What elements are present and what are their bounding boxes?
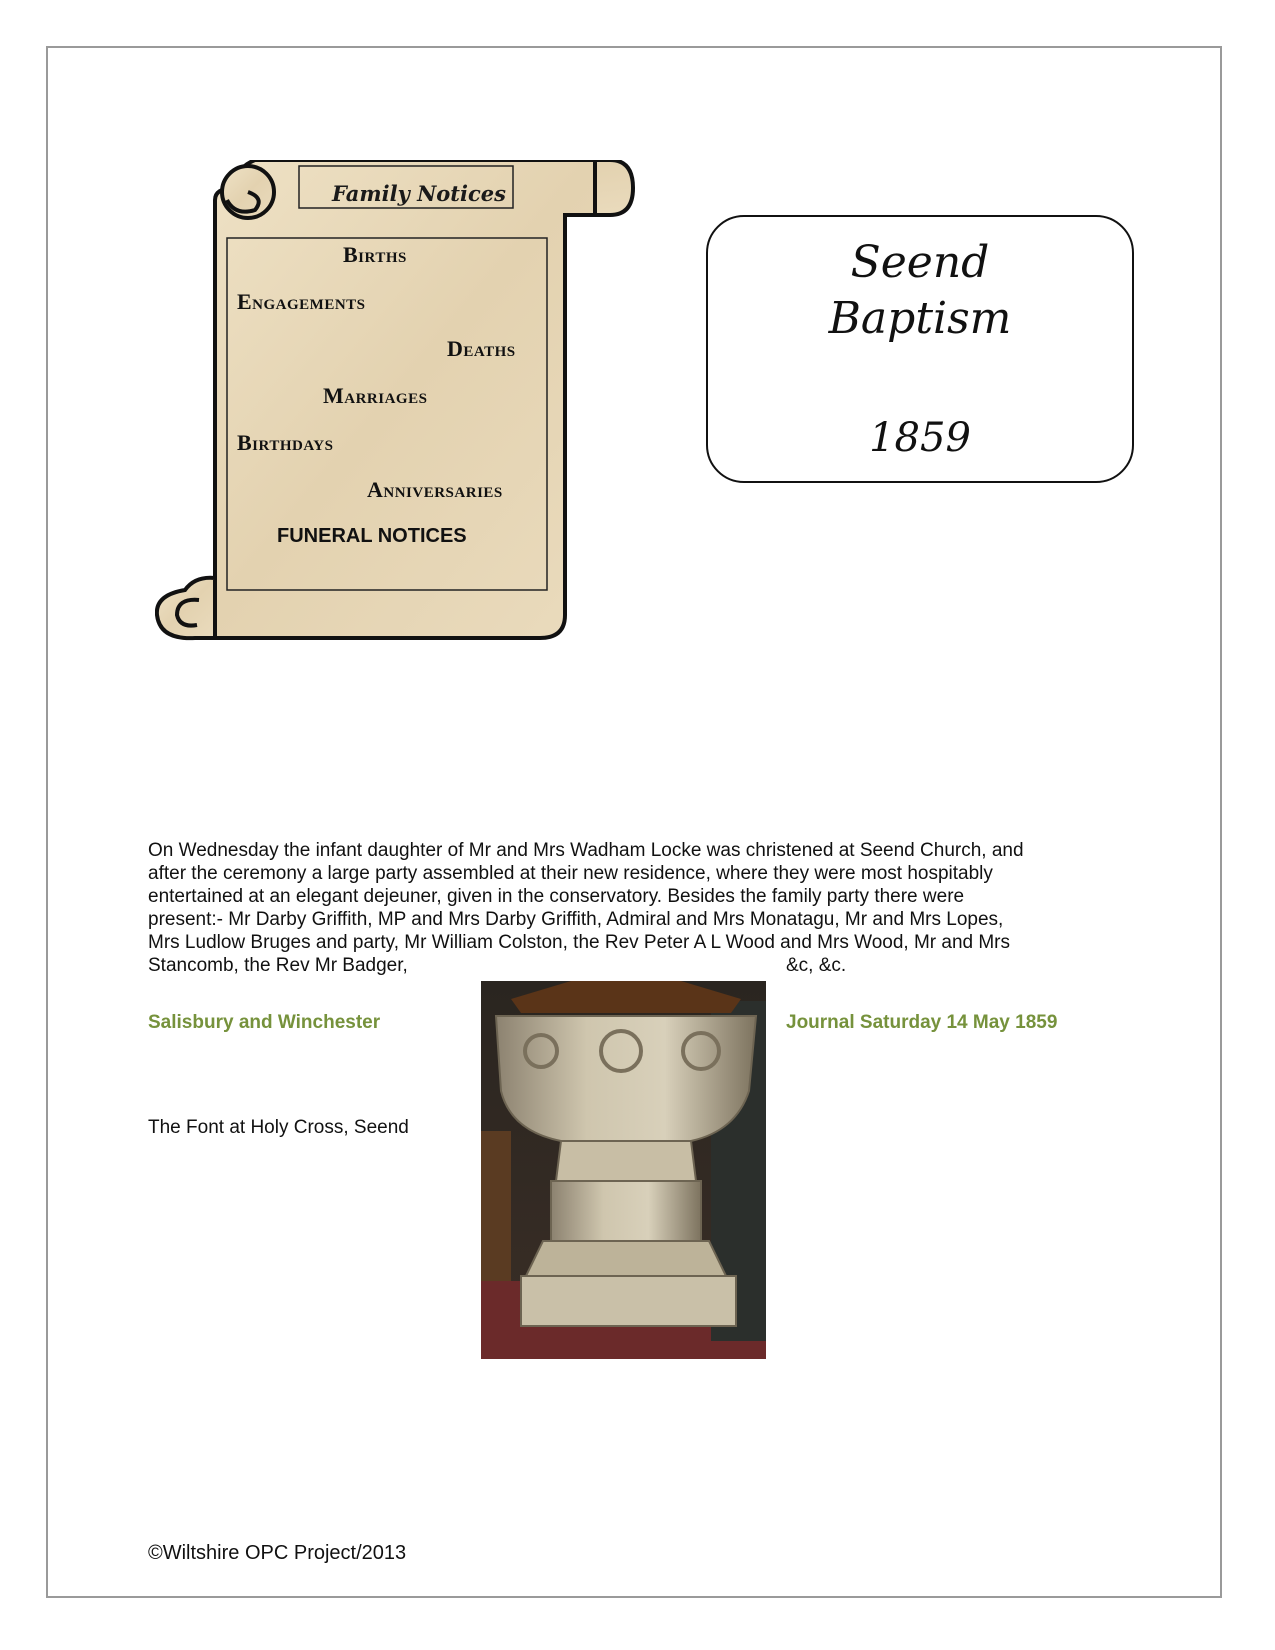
photo-caption: The Font at Holy Cross, Seend [148,1117,409,1138]
font-photo [481,981,766,1359]
title-baptism: Baptism [828,293,1012,344]
family-notices-scroll [155,160,635,650]
article-line: Mrs Ludlow Bruges and party, Mr William Colston, the Rev Peter A L Wood and Mrs Wood, Mr and Mrs [148,932,1011,953]
article-last-line [148,954,1128,977]
notice-births: Births [343,242,407,267]
article-line: present:- Mr Darby Griffith, MP and Mrs Darby Griffith, Admiral and Mrs Monatagu, Mr and Mrs Lopes, [148,909,1004,930]
family-notices-title: Family Notices [332,181,506,206]
notice-engagements: Engagements [237,289,366,314]
article-body [148,839,1128,977]
title-seend: Seend [850,237,990,288]
source-right: Journal Saturday 14 May 1859 [786,1012,1058,1033]
font-photo-graphic [481,981,766,1359]
notice-anniversaries: Anniversaries [367,477,503,502]
article-ending: &c, &c. [786,955,847,976]
article-line: On Wednesday the infant daughter of Mr and Mrs Wadham Locke was christened at Seend Church, and [148,840,1024,861]
notice-deaths: Deaths [447,336,516,361]
notice-funeral: FUNERAL NOTICES [277,525,467,547]
source-left: Salisbury and Winchester [148,1012,381,1033]
article-line: after the ceremony a large party assembled at their new residence, where they were most hospitably [148,863,993,884]
article-line: entertained at an elegant dejeuner, given in the conservatory. Besides the family party there were [148,886,965,907]
title-year: 1859 [869,415,971,461]
notice-marriages: Marriages [323,383,428,408]
article-line: Stancomb, the Rev Mr Badger, [148,955,408,976]
footer-copyright: ©Wiltshire OPC Project/2013 [148,1542,407,1564]
notice-birthdays: Birthdays [237,430,334,455]
title-box [706,215,1134,483]
